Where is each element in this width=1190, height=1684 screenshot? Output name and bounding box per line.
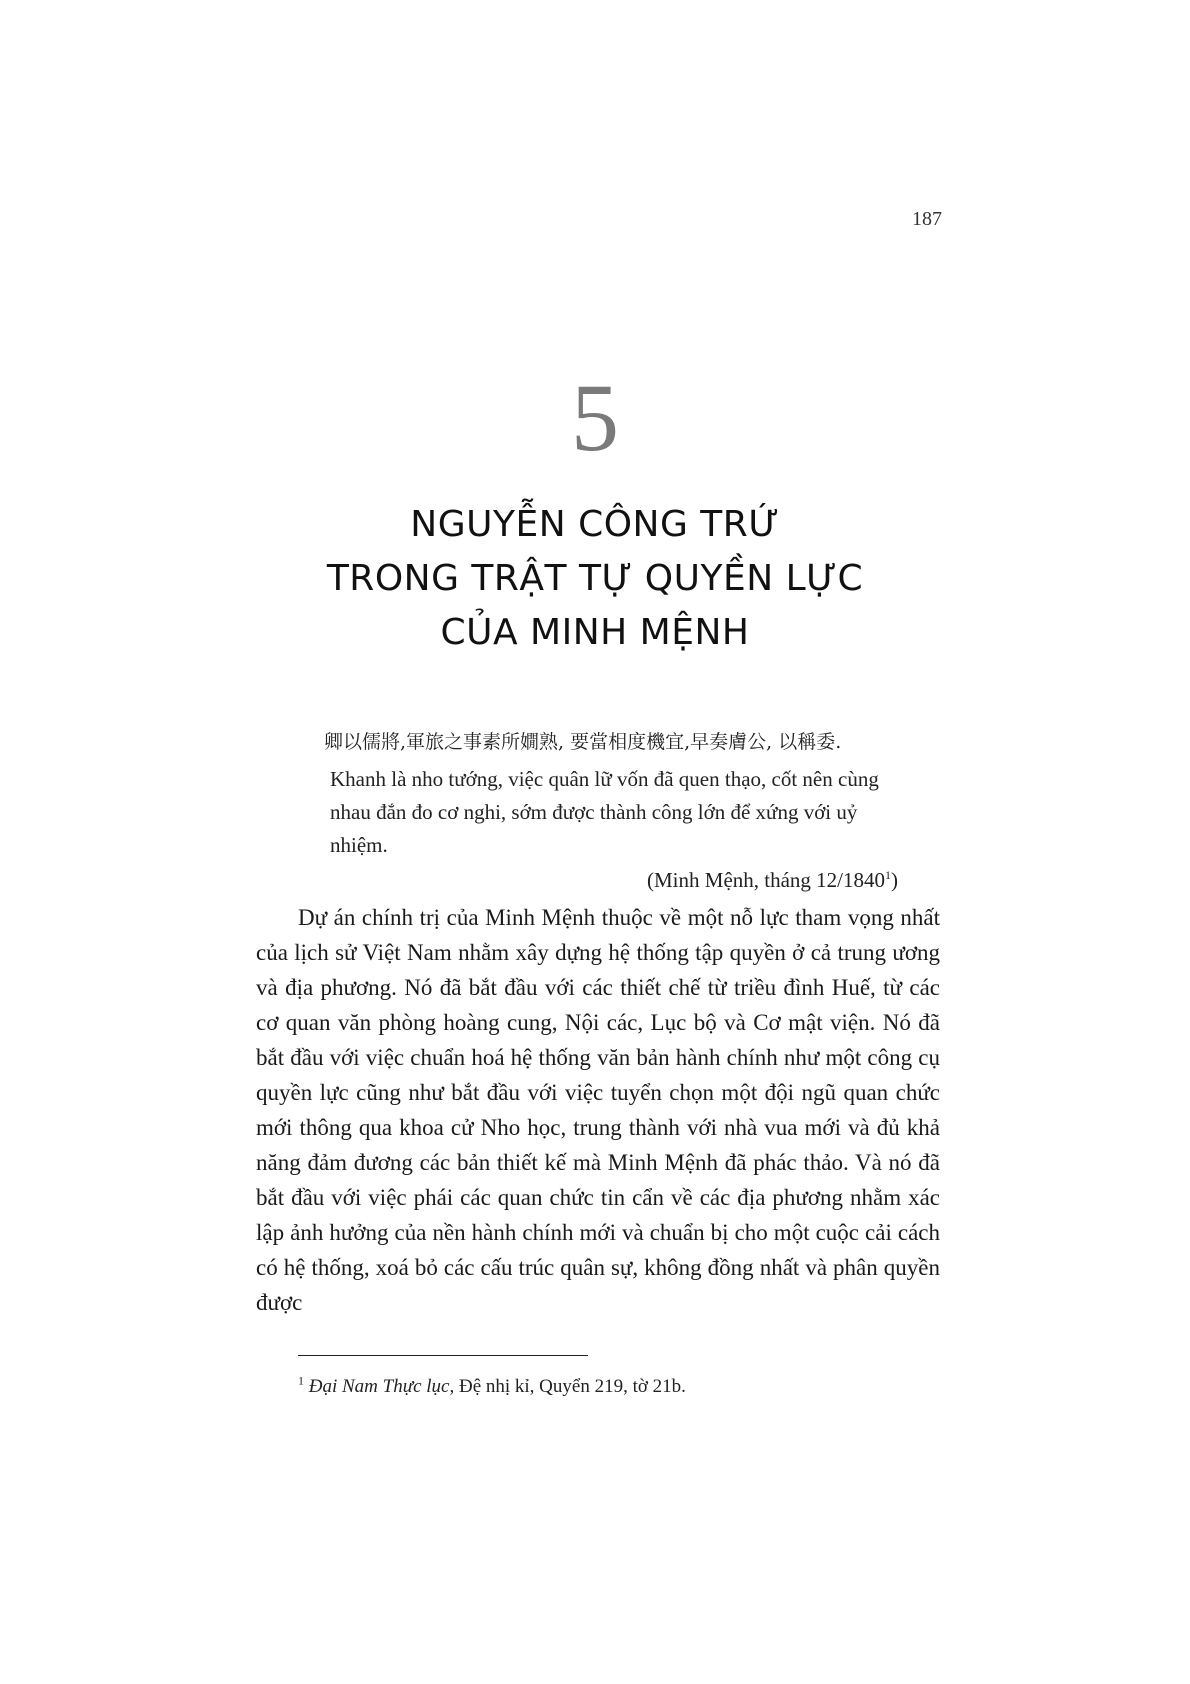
epigraph-source-close: ): [891, 868, 898, 892]
epigraph: [324, 726, 898, 897]
footnote: [298, 1374, 938, 1400]
chapter-title-line: TRONG TRẬT TỰ QUYỀN LỰC: [326, 558, 864, 599]
body-paragraph: Dự án chính trị của Minh Mệnh thuộc về một nỗ lực tham vọng nhất của lịch sử Việt Nam nhằm xây dựng hệ thống tập quyền ở cả trung ương và địa phương. Nó đã bắt đầu với các thiết chế từ triều đình Huế, từ các cơ quan văn phòng hoàng cung, Nội các, Lục bộ và Cơ mật viện. Nó đã bắt đầu với việc chuẩn hoá hệ thống văn bản hành chính như một công cụ quyền lực cũng như bắt đầu với việc tuyển chọn một đội ngũ quan chức mới thông qua khoa cử Nho học, trung thành với nhà vua mới và đủ khả năng đảm đương các bản thiết kế mà Minh Mệnh đã phác thảo. Và nó đã bắt đầu với việc phái các quan chức tin cẩn về các địa phương nhằm xác lập ảnh hưởng của nền hành chính mới và chuẩn bị cho một cuộc cải cách có hệ thống, xoá bỏ các cấu trúc quân sự, không đồng nhất và phân quyền được: [256, 905, 940, 1315]
footnote-rest: , Đệ nhị kỉ, Quyển 219, tờ 21b.: [449, 1376, 686, 1397]
chapter-title-line: CỦA MINH MỆNH: [440, 612, 750, 653]
epigraph-translation: Khanh là nho tướng, việc quân lữ vốn đã quen thạo, cốt nên cùng nhau đắn đo cơ nghi, sớm được thành công lớn để xứng với uỷ nhiệm.: [330, 767, 879, 857]
chapter-title: [0, 498, 1190, 660]
footnote-marker: 1: [298, 1373, 304, 1388]
footnote-divider: [298, 1355, 588, 1356]
chapter-number: 5: [571, 364, 619, 471]
chapter-title-line: NGUYỄN CÔNG TRỨ: [410, 504, 780, 545]
page-number: 187: [912, 208, 942, 230]
footnote-title: Đại Nam Thực lục: [308, 1376, 450, 1397]
epigraph-han-text: 卿以儒將,軍旅之事素所嫺熟, 要當相度機宜,早奏膚公, 以稱委.: [324, 731, 842, 753]
footnote-reference[interactable]: 1: [885, 868, 891, 882]
epigraph-source-text: (Minh Mệnh, tháng 12/1840: [647, 868, 885, 892]
epigraph-source: [330, 864, 898, 897]
